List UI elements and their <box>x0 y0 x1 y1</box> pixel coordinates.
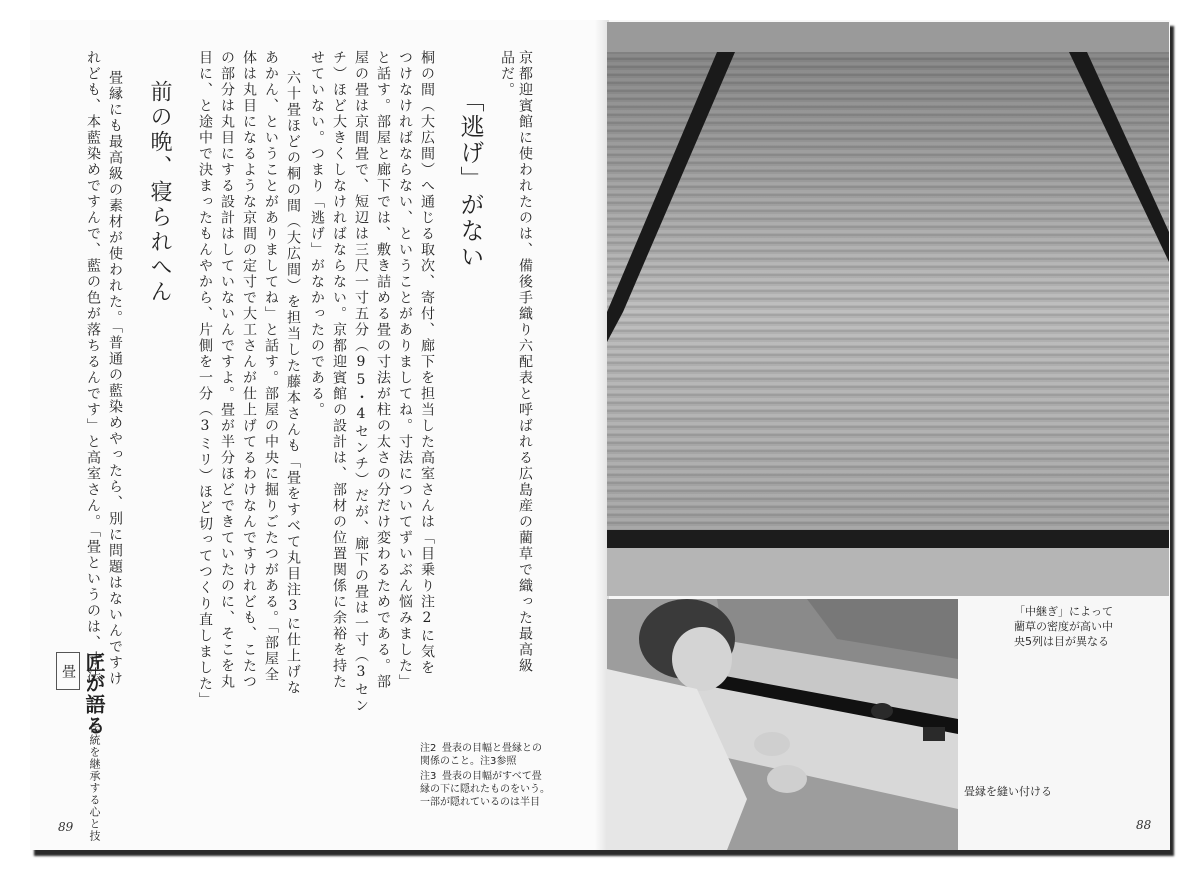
page-number-left: 89 <box>58 820 74 834</box>
craftsman-photo <box>607 599 958 850</box>
craftsman-photo-svg <box>607 599 958 850</box>
section-heading: 前の晩、寝られへん <box>147 80 172 305</box>
text-column: せていない。つまり「逃げ」がなかったのである。 <box>309 50 325 418</box>
series-subtitle: 伝統を継承する心と技 <box>88 722 101 842</box>
text-column: 屋の畳は京間畳で、短辺は三尺一寸五分（95・4センチ）だが、廊下の畳は一寸（3セン <box>353 50 369 714</box>
text-column: 目に、と途中で決まったもんやから、片側を一分（3ミリ）ほど切ってつくり直しました」 <box>197 50 213 708</box>
text-column: 体は丸目になるような京間の定寸で大工さんが仕上げてるわけなんですけれども、こたつ <box>241 50 257 690</box>
footnote-tag: 注2 <box>420 743 437 754</box>
series-title: 匠が語る <box>82 652 106 736</box>
text-column: 六十畳ほどの桐の間（大広間）を担当した藤本さんも「畳をすべて丸目注3に仕上げな <box>285 70 301 696</box>
page-number-right: 88 <box>1136 818 1152 832</box>
text-column: つけなければならない、ということがありましてね。寸法についてずいぶん悩みました」 <box>397 50 413 690</box>
series-badge: 畳 <box>56 652 80 690</box>
text-column: チ）ほど大きくしなければならない。京都迎賓館の設計は、部材の位置関係に余裕を持た <box>331 50 347 690</box>
footnote <box>420 742 550 768</box>
footnote-text: 畳表の目幅と畳縁との関係のこと。注3参照 <box>420 743 542 767</box>
text-column: 品だ。 <box>499 50 515 98</box>
tatami-photo <box>607 22 1169 596</box>
section-heading: 「逃げ」がない <box>456 88 484 270</box>
text-column: あかん、ということがありましてね」と話す。部屋の中央に掘りごたつがある。「部屋全 <box>263 50 279 683</box>
footnote-text: 畳表の目幅がすべて畳縁の下に隠れたものをいう。一部が隠れているのは半目 <box>420 771 550 808</box>
text-column: 京都迎賓館に使われたのは、備後手織り六配表と呼ばれる広島産の藺草で織った最高級 <box>517 50 533 674</box>
text-column: 畳縁にも最高級の素材が使われた。「普通の藍染めやったら、別に問題はないんですけ <box>107 70 123 687</box>
text-column: の部分は丸目にする設計はしていないんですよ。畳が半分ほどできていたのに、そこを丸 <box>219 50 235 690</box>
tatami-photo-svg <box>607 22 1169 596</box>
photo-caption: 畳縁を縫い付ける <box>964 785 1052 798</box>
photo-caption: 「中継ぎ」によって藺草の密度が高い中央5列は目が異なる <box>1014 605 1113 648</box>
text-column: と話す。部屋と廊下では、敷き詰める畳の寸法が柱の太さの分だけ変わるためである。部 <box>375 50 391 690</box>
text-column: れども、本藍染めですんで、藍の色が落ちるんです」と高室さん。「畳というのは、寸法 <box>85 50 101 683</box>
footnote <box>420 770 550 809</box>
text-column: 桐の間（大広間）へ通じる取次、寄付、廊下を担当した高室さんは「目乗り注2に気を <box>419 50 435 676</box>
footnote-tag: 注3 <box>420 771 437 782</box>
